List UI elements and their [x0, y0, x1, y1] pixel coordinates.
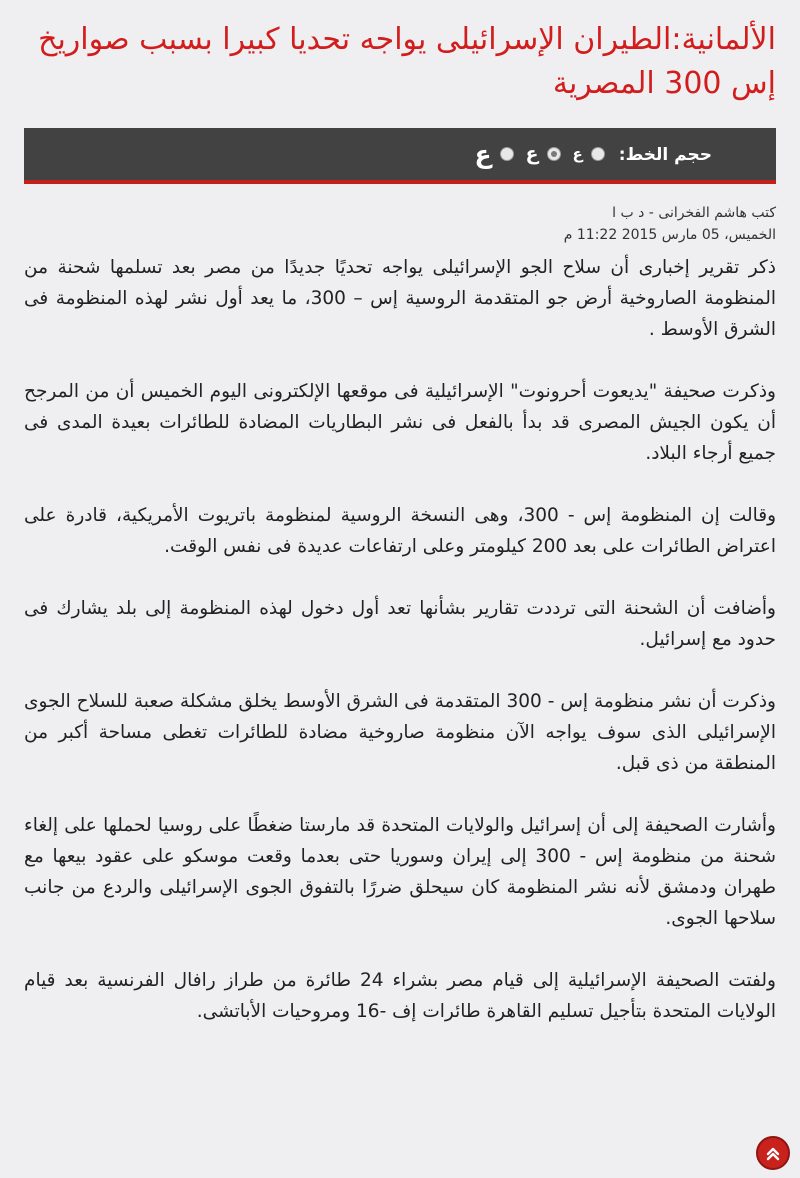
- article-date: الخميس، 05 مارس 2015 11:22 م: [563, 227, 776, 243]
- article-body: [24, 252, 776, 1027]
- back-to-top-button[interactable]: [756, 1136, 790, 1170]
- font-size-medium-glyph: ع: [525, 142, 539, 165]
- font-size-large-glyph: ع: [474, 139, 492, 169]
- font-size-bar: [24, 128, 776, 184]
- article-paragraph: ولفتت الصحيفة الإسرائيلية إلى قيام مصر بشراء 24 طائرة من طراز رافال الفرنسية بعد قيام الولايات المتحدة بتأجيل تسليم القاهرة طائرات إف -16 ومروحيات الأباتشى.: [24, 970, 776, 1022]
- chevron-up-icon: [764, 1144, 782, 1162]
- font-size-medium-option[interactable]: [525, 142, 561, 165]
- font-size-large-radio[interactable]: [500, 147, 514, 161]
- font-size-small-radio[interactable]: [591, 147, 605, 161]
- font-size-small-option[interactable]: [572, 144, 605, 163]
- font-size-large-option[interactable]: [474, 139, 513, 169]
- article-paragraph: وذكرت صحيفة "يديعوت أحرونوت" الإسرائيلية فى موقعها الإلكترونى اليوم الخميس أن من المرجح أن يكون الجيش المصرى قد بدأ بالفعل فى نشر البطاريات المضادة للطائرات بعيدة المدى فى جميع أرجاء البلاد.: [24, 381, 776, 464]
- article-author: كتب هاشم الفخرانى - د ب ا: [612, 205, 776, 221]
- article-paragraph: وأشارت الصحيفة إلى أن إسرائيل والولايات المتحدة قد مارستا ضغطًا على روسيا لحملها على إلغاء شحنة من منظومة إس - 300 إلى إيران وسوريا حتى بعدما وقعت موسكو على عقود بيعها مع طهران ودمشق لأنه نشر المنظومة كان سيحلق ضررًا بالتفوق الجوى الإسرائيلى والردع من جانب سلاحها الجوى.: [24, 815, 777, 929]
- font-size-medium-radio[interactable]: [547, 147, 561, 161]
- article-headline: الألمانية:الطيران الإسرائيلى يواجه تحديا كبيرا بسبب صواريخ إس 300 المصرية: [38, 22, 776, 101]
- article-paragraph: وذكرت أن نشر منظومة إس - 300 المتقدمة فى الشرق الأوسط يخلق مشكلة صعبة للسلاح الجوى الإسرائيلى الذى سوف يواجه الآن منظومة صاروخية مضادة للطائرات تغطى مساحة أكبر من المنطقة من ذى قبل.: [24, 691, 776, 774]
- article-paragraph: وأضافت أن الشحنة التى ترددت تقارير بشأنها تعد أول دخول لهذه المنظومة إلى بلد يشارك فى حدود مع إسرائيل.: [24, 598, 776, 650]
- font-size-label: حجم الخط:: [618, 145, 712, 165]
- article-paragraph: ذكر تقرير إخبارى أن سلاح الجو الإسرائيلى يواجه تحديًا جديدًا من مصر بعد تسلمها شحنة من المنظومة الصاروخية أرض جو المتقدمة الروسية إس – 300، ما يعد أول نشر لهذه المنظومة فى الشرق الأوسط .: [24, 257, 776, 340]
- font-size-small-glyph: ع: [572, 144, 583, 163]
- article-meta: [24, 202, 776, 246]
- article-paragraph: وقالت إن المنظومة إس - 300، وهى النسخة الروسية لمنظومة باتريوت الأمريكية، قادرة على اعتراض الطائرات على بعد 200 كيلومتر وعلى ارتفاعات عديدة فى نفس الوقت.: [24, 505, 776, 557]
